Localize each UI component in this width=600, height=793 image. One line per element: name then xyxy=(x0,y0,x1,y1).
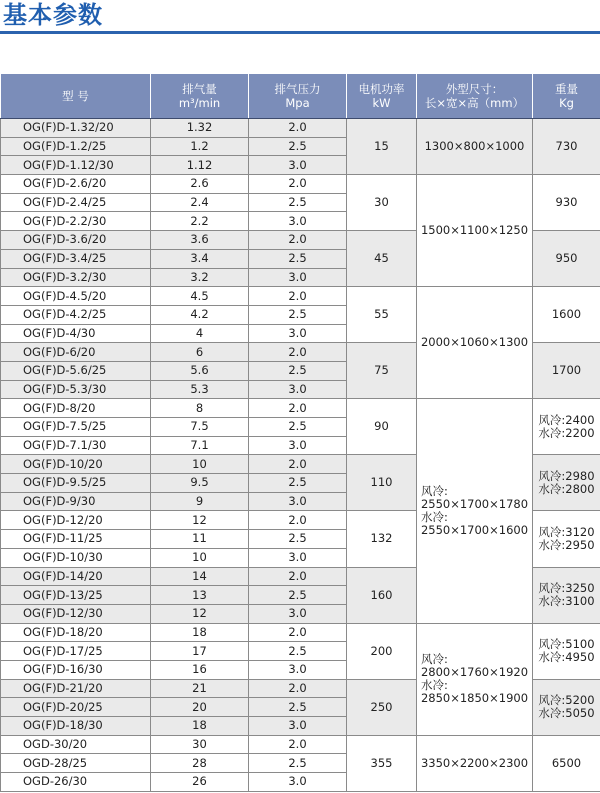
table-row xyxy=(1,735,600,754)
pressure-cell: 2.0 xyxy=(249,455,347,474)
displacement-cell: 11 xyxy=(151,530,249,549)
air-cooled-weight: 风冷:5200 xyxy=(538,693,595,708)
displacement-cell: 30 xyxy=(151,735,249,754)
pressure-cell: 2.5 xyxy=(249,698,347,717)
water-cooled-label: 水冷: xyxy=(420,678,448,693)
pressure-cell: 3.0 xyxy=(249,156,347,175)
displacement-cell: 17 xyxy=(151,642,249,661)
displacement-cell: 8 xyxy=(151,399,249,418)
weight-cell xyxy=(533,511,600,567)
pressure-cell: 2.5 xyxy=(249,474,347,493)
header-power-label: 电机功率 xyxy=(358,82,405,96)
model-cell: OG(F)D-1.12/30 xyxy=(1,156,151,175)
title-underline xyxy=(0,31,600,34)
power-cell: 90 xyxy=(347,399,417,455)
pressure-cell: 2.5 xyxy=(249,193,347,212)
model-cell: OG(F)D-2.4/25 xyxy=(1,193,151,212)
header-power xyxy=(347,74,417,119)
model-cell: OG(F)D-3.2/30 xyxy=(1,268,151,287)
water-cooled-weight: 水冷:2950 xyxy=(538,537,595,552)
displacement-cell: 7.5 xyxy=(151,418,249,437)
power-cell: 132 xyxy=(347,511,417,567)
pressure-cell: 2.5 xyxy=(249,642,347,661)
model-cell: OGD-26/30 xyxy=(1,773,151,792)
pressure-cell: 2.5 xyxy=(249,305,347,324)
air-cooled-dimension: 2550×1700×1780 xyxy=(420,496,529,511)
model-cell: OG(F)D-14/20 xyxy=(1,567,151,586)
dimension-cell: 2000×1060×1300 xyxy=(417,287,533,399)
displacement-cell: 2.2 xyxy=(151,212,249,231)
pressure-cell: 2.0 xyxy=(249,119,347,138)
table-row xyxy=(1,287,600,306)
model-cell: OG(F)D-16/30 xyxy=(1,660,151,679)
page-title: 基本参数 xyxy=(3,1,103,29)
dimension-cooling-spec xyxy=(421,653,528,705)
pressure-cell: 2.5 xyxy=(249,754,347,773)
dimension-cell: 1500×1100×1250 xyxy=(417,175,533,287)
displacement-cell: 13 xyxy=(151,586,249,605)
pressure-cell: 2.0 xyxy=(249,511,347,530)
displacement-cell: 4.5 xyxy=(151,287,249,306)
pressure-cell: 2.5 xyxy=(249,361,347,380)
model-cell: OG(F)D-5.6/25 xyxy=(1,361,151,380)
pressure-cell: 3.0 xyxy=(249,548,347,567)
power-cell: 250 xyxy=(347,679,417,735)
pressure-cell: 3.0 xyxy=(249,380,347,399)
weight-cell: 730 xyxy=(533,119,600,175)
spec-table-body xyxy=(1,119,600,792)
table-row xyxy=(1,119,600,138)
model-cell: OG(F)D-18/20 xyxy=(1,623,151,642)
model-cell: OG(F)D-8/20 xyxy=(1,399,151,418)
pressure-cell: 3.0 xyxy=(249,660,347,679)
water-cooled-weight: 水冷:3100 xyxy=(538,594,595,609)
weight-cooling-spec xyxy=(538,582,594,608)
model-cell: OG(F)D-10/20 xyxy=(1,455,151,474)
displacement-cell: 7.1 xyxy=(151,436,249,455)
air-cooled-label: 风冷: xyxy=(420,652,448,667)
power-cell: 160 xyxy=(347,567,417,623)
pressure-cell: 3.0 xyxy=(249,604,347,623)
model-cell: OG(F)D-5.3/30 xyxy=(1,380,151,399)
displacement-cell: 1.32 xyxy=(151,119,249,138)
model-cell: OG(F)D-4/30 xyxy=(1,324,151,343)
header-weight-label: 重量 xyxy=(555,82,578,96)
weight-cell xyxy=(533,455,600,511)
air-cooled-weight: 风冷:2980 xyxy=(538,468,595,483)
water-cooled-label: 水冷: xyxy=(420,509,448,524)
model-cell: OG(F)D-17/25 xyxy=(1,642,151,661)
power-cell: 15 xyxy=(347,119,417,175)
model-cell: OG(F)D-6/20 xyxy=(1,343,151,362)
dimension-cell xyxy=(417,399,533,623)
displacement-cell: 9 xyxy=(151,492,249,511)
table-row xyxy=(1,623,600,642)
power-cell: 55 xyxy=(347,287,417,343)
weight-cell xyxy=(533,623,600,679)
water-cooled-weight: 水冷:5050 xyxy=(538,706,595,721)
pressure-cell: 2.5 xyxy=(249,586,347,605)
model-cell: OG(F)D-21/20 xyxy=(1,679,151,698)
displacement-cell: 4 xyxy=(151,324,249,343)
pressure-cell: 2.0 xyxy=(249,287,347,306)
model-cell: OG(F)D-12/20 xyxy=(1,511,151,530)
model-cell: OG(F)D-7.5/25 xyxy=(1,418,151,437)
water-cooled-weight: 水冷:2200 xyxy=(538,425,595,440)
weight-cooling-spec xyxy=(538,694,594,720)
weight-cell xyxy=(533,679,600,735)
model-cell: OG(F)D-2.6/20 xyxy=(1,175,151,194)
weight-cooling-spec xyxy=(538,638,594,664)
header-model-label: 型 号 xyxy=(62,89,89,103)
displacement-cell: 21 xyxy=(151,679,249,698)
weight-cell: 6500 xyxy=(533,735,600,791)
weight-cell: 950 xyxy=(533,231,600,287)
displacement-cell: 16 xyxy=(151,660,249,679)
model-cell: OG(F)D-9.5/25 xyxy=(1,474,151,493)
model-cell: OG(F)D-2.2/30 xyxy=(1,212,151,231)
air-cooled-weight: 风冷:5100 xyxy=(538,637,595,652)
weight-cooling-spec xyxy=(538,470,594,496)
weight-cell: 1700 xyxy=(533,343,600,399)
header-displacement-label: 排气量 xyxy=(182,82,217,96)
pressure-cell: 2.5 xyxy=(249,418,347,437)
weight-cooling-spec xyxy=(538,526,594,552)
displacement-cell: 3.2 xyxy=(151,268,249,287)
table-row xyxy=(1,175,600,194)
power-cell: 75 xyxy=(347,343,417,399)
pressure-cell: 3.0 xyxy=(249,717,347,736)
model-cell: OG(F)D-1.2/25 xyxy=(1,137,151,156)
model-cell: OG(F)D-13/25 xyxy=(1,586,151,605)
model-cell: OG(F)D-3.4/25 xyxy=(1,249,151,268)
displacement-cell: 5.6 xyxy=(151,361,249,380)
pressure-cell: 3.0 xyxy=(249,324,347,343)
model-cell: OGD-28/25 xyxy=(1,754,151,773)
header-dimensions xyxy=(417,74,533,119)
power-cell: 45 xyxy=(347,231,417,287)
model-cell: OG(F)D-4.5/20 xyxy=(1,287,151,306)
header-row xyxy=(1,74,600,119)
model-cell: OG(F)D-12/30 xyxy=(1,604,151,623)
pressure-cell: 3.0 xyxy=(249,212,347,231)
header-pressure-unit: Mpa xyxy=(285,96,310,110)
pressure-cell: 2.0 xyxy=(249,735,347,754)
model-cell: OG(F)D-11/25 xyxy=(1,530,151,549)
header-displacement-unit: m³/min xyxy=(178,96,221,110)
displacement-cell: 3.4 xyxy=(151,249,249,268)
header-dimensions-unit: 长×宽×高（mm） xyxy=(424,96,525,110)
model-cell: OG(F)D-10/30 xyxy=(1,548,151,567)
pressure-cell: 2.0 xyxy=(249,567,347,586)
pressure-cell: 3.0 xyxy=(249,492,347,511)
displacement-cell: 18 xyxy=(151,623,249,642)
spec-table xyxy=(0,73,600,792)
model-cell: OG(F)D-18/30 xyxy=(1,717,151,736)
header-model xyxy=(1,74,151,119)
pressure-cell: 3.0 xyxy=(249,268,347,287)
pressure-cell: 2.5 xyxy=(249,249,347,268)
displacement-cell: 2.4 xyxy=(151,193,249,212)
model-cell: OGD-30/20 xyxy=(1,735,151,754)
displacement-cell: 10 xyxy=(151,548,249,567)
weight-cell xyxy=(533,567,600,623)
power-cell: 110 xyxy=(347,455,417,511)
model-cell: OG(F)D-9/30 xyxy=(1,492,151,511)
displacement-cell: 2.6 xyxy=(151,175,249,194)
table-row xyxy=(1,399,600,418)
model-cell: OG(F)D-7.1/30 xyxy=(1,436,151,455)
pressure-cell: 2.0 xyxy=(249,231,347,250)
pressure-cell: 2.0 xyxy=(249,679,347,698)
displacement-cell: 18 xyxy=(151,717,249,736)
displacement-cell: 12 xyxy=(151,511,249,530)
spec-table-header xyxy=(1,74,600,119)
weight-cell xyxy=(533,399,600,455)
displacement-cell: 26 xyxy=(151,773,249,792)
pressure-cell: 3.0 xyxy=(249,773,347,792)
displacement-cell: 4.2 xyxy=(151,305,249,324)
pressure-cell: 2.0 xyxy=(249,623,347,642)
displacement-cell: 28 xyxy=(151,754,249,773)
displacement-cell: 10 xyxy=(151,455,249,474)
power-cell: 30 xyxy=(347,175,417,231)
water-cooled-dimension: 2550×1700×1600 xyxy=(420,522,529,537)
model-cell: OG(F)D-1.32/20 xyxy=(1,119,151,138)
displacement-cell: 5.3 xyxy=(151,380,249,399)
model-cell: OG(F)D-20/25 xyxy=(1,698,151,717)
pressure-cell: 2.0 xyxy=(249,343,347,362)
pressure-cell: 2.5 xyxy=(249,137,347,156)
water-cooled-dimension: 2850×1850×1900 xyxy=(420,691,529,706)
displacement-cell: 12 xyxy=(151,604,249,623)
weight-cell: 930 xyxy=(533,175,600,231)
header-pressure-label: 排气压力 xyxy=(274,82,321,96)
displacement-cell: 3.6 xyxy=(151,231,249,250)
weight-cell: 1600 xyxy=(533,287,600,343)
pressure-cell: 2.0 xyxy=(249,175,347,194)
dimension-cooling-spec xyxy=(421,485,528,537)
dimension-cell: 1300×800×1000 xyxy=(417,119,533,175)
pressure-cell: 2.5 xyxy=(249,530,347,549)
pressure-cell: 2.0 xyxy=(249,399,347,418)
dimension-cell: 3350×2200×2300 xyxy=(417,735,533,791)
displacement-cell: 14 xyxy=(151,567,249,586)
header-weight xyxy=(533,74,600,119)
displacement-cell: 9.5 xyxy=(151,474,249,493)
displacement-cell: 1.2 xyxy=(151,137,249,156)
displacement-cell: 1.12 xyxy=(151,156,249,175)
air-cooled-dimension: 2800×1760×1920 xyxy=(420,665,529,680)
header-displacement xyxy=(151,74,249,119)
header-dimensions-label: 外型尺寸： xyxy=(445,82,504,96)
power-cell: 355 xyxy=(347,735,417,791)
air-cooled-weight: 风冷:3250 xyxy=(538,581,595,596)
air-cooled-weight: 风冷:3120 xyxy=(538,524,595,539)
weight-cooling-spec xyxy=(538,414,594,440)
header-weight-unit: Kg xyxy=(559,96,574,110)
displacement-cell: 20 xyxy=(151,698,249,717)
model-cell: OG(F)D-3.6/20 xyxy=(1,231,151,250)
header-pressure xyxy=(249,74,347,119)
pressure-cell: 3.0 xyxy=(249,436,347,455)
dimension-cell xyxy=(417,623,533,735)
displacement-cell: 6 xyxy=(151,343,249,362)
power-cell: 200 xyxy=(347,623,417,679)
water-cooled-weight: 水冷:2800 xyxy=(538,481,595,496)
header-power-unit: kW xyxy=(372,96,391,110)
model-cell: OG(F)D-4.2/25 xyxy=(1,305,151,324)
air-cooled-weight: 风冷:2400 xyxy=(538,412,595,427)
air-cooled-label: 风冷: xyxy=(420,483,448,498)
water-cooled-weight: 水冷:4950 xyxy=(538,650,595,665)
